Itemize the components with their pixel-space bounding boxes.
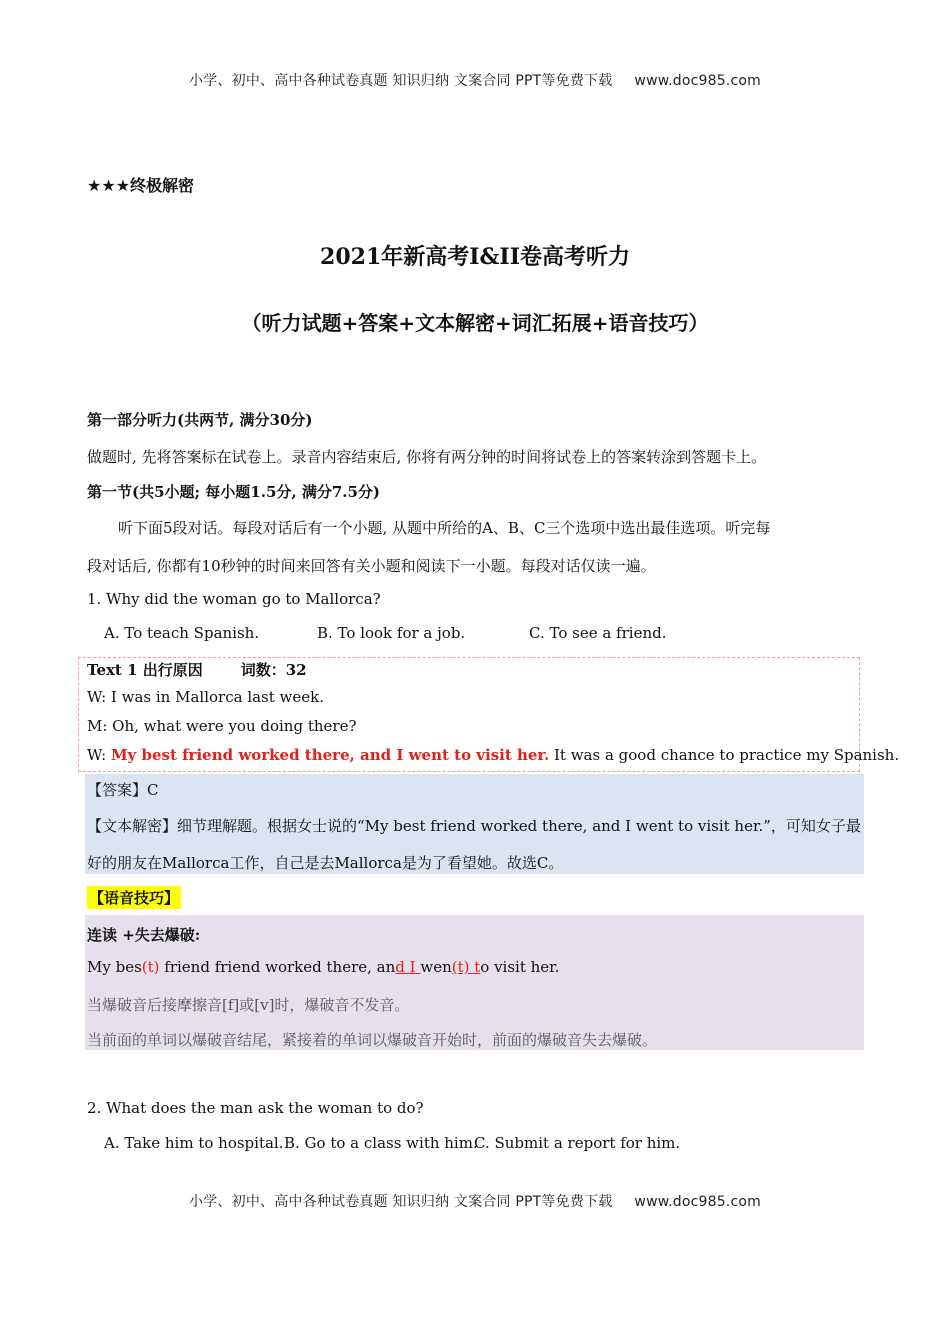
transcript-speaker-w: W: — [87, 746, 111, 764]
page-subtitle: （听力试题+答案+文本解密+词汇拓展+语音技巧） — [241, 311, 709, 335]
section1-heading: 第一节(共5小题; 每小题1.5分, 满分7.5分) — [87, 483, 381, 501]
pronunciation-tips-label: 【语音技巧】 — [87, 886, 181, 909]
tips-s-a: My bes — [87, 958, 142, 976]
header-text: 小学、初中、高中各种试卷真题 知识归纳 文案合同 PPT等免费下载 — [189, 73, 613, 89]
q2-option-c: C. Submit a report for him. — [474, 1134, 681, 1152]
transcript-label — [87, 659, 307, 680]
question-2-options — [0, 1134, 950, 1156]
footer-text: 小学、初中、高中各种试卷真题 知识归纳 文案合同 PPT等免费下载 — [189, 1194, 613, 1210]
footer-site-link[interactable]: www.doc985.com — [634, 1194, 761, 1210]
ultimate-decrypt-badge: ★★★终极解密 — [87, 176, 195, 195]
question-1: 1. Why did the woman go to Mallorca? — [87, 590, 381, 608]
part1-instruction: 做题时, 先将答案标在试卷上。录音内容结束后, 你将有两分钟的时间将试卷上的答案转涂到答题卡上。 — [87, 448, 767, 466]
transcript-word-count: 词数：32 — [240, 661, 307, 679]
question-2: 2. What does the man ask the woman to do? — [87, 1099, 424, 1117]
tips-s-g: o visit her. — [480, 958, 560, 976]
transcript-line-3-rest: It was a good chance to practice my Spanish. — [549, 746, 900, 764]
answer-line: 【答案】C — [87, 781, 159, 799]
q1-option-c: C. To see a friend. — [529, 624, 667, 642]
transcript-line-1: W: I was in Mallorca last week. — [87, 688, 324, 706]
question-1-options — [0, 624, 950, 646]
tips-heading: 连读 +失去爆破: — [87, 926, 201, 944]
transcript-line-3 — [87, 746, 899, 764]
transcript-key-sentence: My best friend worked there, and I went to visit her. — [110, 746, 550, 764]
tips-s-e: wen — [420, 958, 452, 976]
section1-intro-line2: 段对话后, 你都有10秒钟的时间来回答有关小题和阅读下一小题。每段对话仅读一遍。 — [87, 557, 656, 575]
q2-option-a: A. Take him to hospital. — [104, 1134, 284, 1152]
page-footer — [0, 1191, 950, 1211]
page-title: 2021年新高考I&II卷高考听力 — [320, 244, 630, 270]
tips-rule-2: 当前面的单词以爆破音结尾，紧接着的单词以爆破音开始时，前面的爆破音失去爆破。 — [87, 1031, 658, 1049]
tips-s-b: (t) — [141, 958, 160, 976]
transcript-line-2: M: Oh, what were you doing there? — [87, 717, 357, 735]
transcript-title: Text 1 出行原因 — [87, 661, 203, 679]
analysis-line-2: 好的朋友在Mallorca工作，自己是去Mallorca是为了看望她。故选C。 — [87, 854, 564, 872]
tips-s-c: friend friend worked there, an — [159, 958, 396, 976]
part1-heading: 第一部分听力(共两节, 满分30分) — [87, 411, 313, 429]
analysis-line-1: 【文本解密】细节理解题。根据女士说的“My best friend worked there, and I went to visit her.”，可知女子最 — [87, 817, 861, 835]
q1-option-b: B. To look for a job. — [317, 624, 466, 642]
section1-intro-line1: 听下面5段对话。每段对话后有一个小题, 从题中所给的A、B、C三个选项中选出最佳选项。听完每 — [118, 519, 771, 537]
q2-option-b: B. Go to a class with him. — [284, 1134, 478, 1152]
tips-sample-sentence — [87, 958, 559, 976]
page-header — [0, 70, 950, 90]
tips-s-f: (t) t — [451, 958, 481, 976]
header-site-link[interactable]: www.doc985.com — [634, 73, 761, 89]
tips-s-d: d I — [395, 958, 421, 976]
q1-option-a: A. To teach Spanish. — [104, 624, 260, 642]
tips-rule-1: 当爆破音后接摩擦音[f]或[v]时，爆破音不发音。 — [87, 996, 410, 1014]
